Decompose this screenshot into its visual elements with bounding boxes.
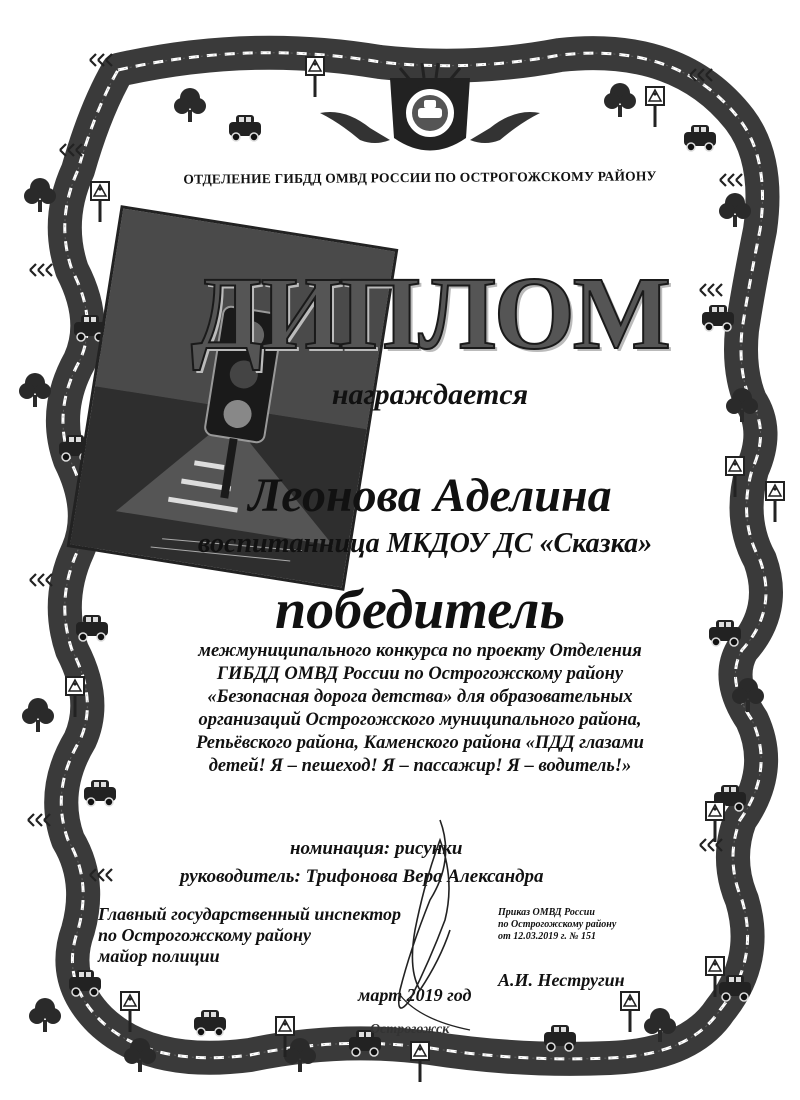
inspector-block [98, 904, 401, 967]
issue-place: Острогожск [370, 1022, 450, 1037]
signatory-name: А.И. Нестругин [498, 970, 625, 990]
order-line: по Острогожскому району [498, 919, 617, 930]
inspector-line: майор полиции [98, 946, 220, 966]
status-label: победитель [274, 579, 566, 641]
pupil-of-line: воспитанница МКДОУ ДС «Сказка» [197, 528, 653, 559]
contest-line: ГИБДД ОМВД России по Острогожскому району [216, 664, 624, 684]
winner-name: Леонова Аделина [248, 469, 612, 522]
contest-line: «Безопасная дорога детства» для образовательных [207, 687, 633, 707]
inspector-line: по Острогожскому району [98, 925, 311, 945]
issue-date: март 2019 год [358, 985, 472, 1005]
contest-line: межмуниципального конкурса по проекту Отделения [198, 641, 642, 661]
awarded-label: награждается [331, 378, 529, 411]
diploma-title: ДИПЛОМ [191, 256, 669, 371]
order-reference [498, 907, 616, 943]
contest-description [110, 640, 730, 778]
inspector-line: Главный государственный инспектор [98, 904, 401, 924]
organization-header: ОТДЕЛЕНИЕ ГИБДД ОМВД РОССИИ ПО ОСТРОГОЖСКОМУ РАЙОНУ [183, 168, 657, 187]
contest-line: организаций Острогожского муниципального района, [198, 710, 642, 730]
contest-line: Репьёвского района, Каменского района «ПДД глазами [196, 733, 644, 753]
order-line: Приказ ОМВД России [498, 907, 595, 918]
nomination-line: номинация: рисунки [290, 838, 463, 859]
order-line: от 12.03.2019 г. № 151 [498, 931, 596, 942]
supervisor-line: руководитель: Трифонова Вера Александра [180, 866, 544, 887]
contest-line: детей! Я – пешеход! Я – пассажир! Я – водитель!» [208, 756, 632, 776]
